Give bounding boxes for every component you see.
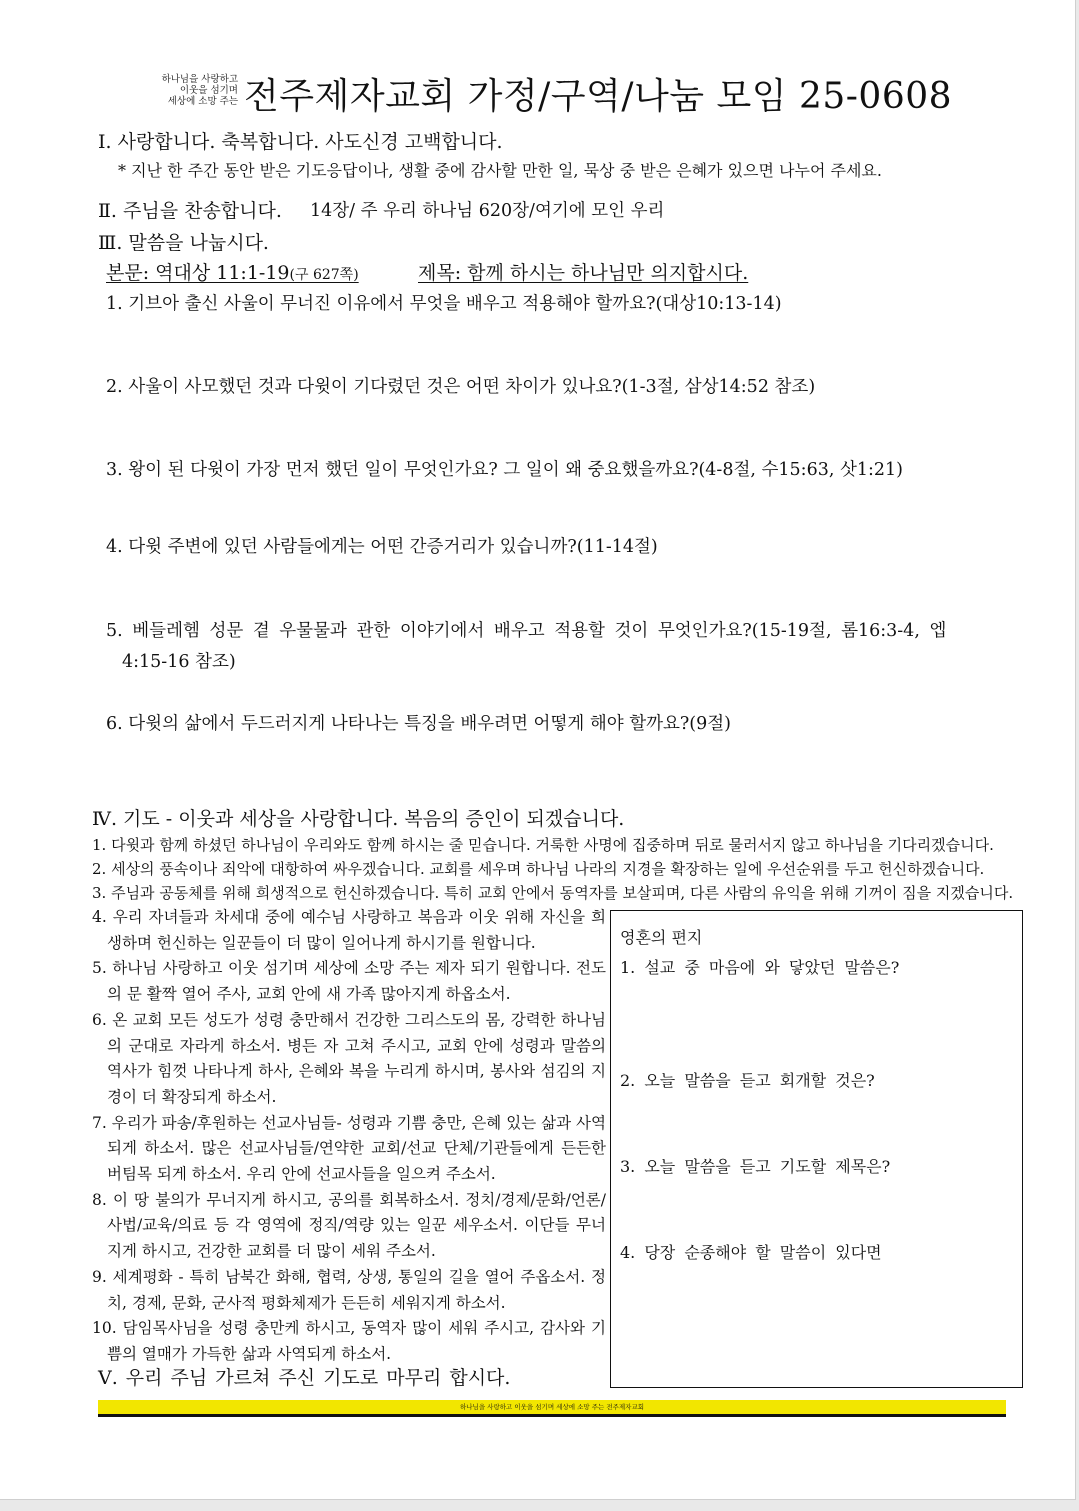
soul-letter-item-1: 1. 설교 중 마음에 와 닿았던 말씀은?: [620, 958, 900, 977]
soul-letter-box: [610, 910, 1023, 1388]
section-5-heading: Ⅴ. 우리 주님 가르쳐 주신 기도로 마무리 합시다.: [98, 1367, 511, 1389]
soul-letter-item-3: 3. 오늘 말씀을 듣고 기도할 제목은?: [620, 1157, 891, 1176]
question-6: 6. 다윗의 삶에서 두드러지게 나타나는 특징을 배우려면 어떻게 해야 할까요?(9절): [106, 714, 731, 734]
question-1: 1. 기브아 출신 사울이 무너진 이유에서 무엇을 배우고 적용해야 할까요?(대상10:13-14): [106, 294, 782, 314]
motto-line: 하나님을 사랑하고: [161, 74, 238, 85]
soul-letter-item-4: 4. 당장 순종해야 할 말씀이 있다면: [620, 1243, 882, 1262]
section-1-heading: Ⅰ. 사랑합니다. 축복합니다. 사도신경 고백합니다.: [98, 131, 503, 153]
question-5-continued: 4:15-16 참조): [122, 652, 236, 672]
question-3: 3. 왕이 된 다윗이 가장 먼저 했던 일이 무엇인가요? 그 일이 왜 중요했을까요?(4-8절, 수15:63, 삿1:21): [106, 460, 903, 480]
section-4-heading: Ⅳ. 기도 - 이웃과 세상을 사랑합니다. 복음의 증인이 되겠습니다.: [92, 808, 625, 830]
question-2: 2. 사울이 사모했던 것과 다윗이 기다렸던 것은 어떤 차이가 있나요?(1-3절, 삼상14:52 참조): [106, 377, 816, 397]
page-title: 전주제자교회 가정/구역/나눔 모임 25-0608: [244, 76, 953, 117]
prayer-item-5: 5. 하나님 사랑하고 이웃 섬기며 세상에 소망 주는 제자 되기 원합니다. 전도의 문 활짝 열어 주사, 교회 안에 새 가족 많아지게 하옵소서.: [92, 959, 606, 1004]
prayer-item-7: 7. 우리가 파송/후원하는 선교사님들- 성령과 기쁨 충만, 은혜 있는 삶과 사역 되게 하소서. 많은 선교사님들/연약한 교회/선교 단체/기관들에게 든든한 버팀목 되게 하소서. 우리 안에 선교사들을 일으켜 주소서.: [92, 1113, 606, 1184]
scripture-page: (구 627쪽): [289, 267, 359, 283]
section-3-heading: Ⅲ. 말씀을 나눕시다.: [98, 232, 269, 254]
prayer-item-4: 4. 우리 자녀들과 차세대 중에 예수님 사랑하고 복음과 이웃 위해 자신을 희생하며 헌신하는 일꾼들이 더 많이 일어나게 하시기를 원합니다.: [92, 908, 606, 952]
scripture-reference: [106, 258, 359, 285]
soul-letter-item-2: 2. 오늘 말씀을 듣고 회개할 것은?: [620, 1071, 875, 1090]
footer-bar: [98, 1400, 1006, 1417]
motto-line: 이웃을 섬기며: [179, 85, 238, 96]
section-1-note: * 지난 한 주간 동안 받은 기도응답이나, 생활 중에 감사할 만한 일, 묵상 중 받은 은혜가 있으면 나누어 주세요.: [118, 161, 882, 180]
prayer-item-9: 9. 세계평화 - 특히 남북간 화해, 협력, 상생, 통일의 길을 열어 주옵소서. 정치, 경제, 문화, 군사적 평화체제가 든든히 세워지게 하소서.: [92, 1267, 606, 1312]
prayer-list-column: [92, 905, 606, 1368]
motto-line: 세상에 소망 주는: [167, 96, 238, 107]
prayer-item-6: 6. 온 교회 모든 성도가 성령 충만해서 건강한 그리스도의 몸, 강력한 하나님의 군대로 자라게 하소서. 병든 자 고쳐 주시고, 교회 안에 성령과 말씀의 역사가 힘껏 나타나게 하사, 은혜와 복을 누리게 하시며, 봉사와 섬김의 지경이 더 확장되게 하소서.: [92, 1010, 606, 1106]
prayer-item-8: 8. 이 땅 불의가 무너지게 하시고, 공의를 회복하소서. 정치/경제/문화/언론/사법/교육/의료 등 각 영역에 정직/역량 있는 일꾼 세우소서. 이단들 무너지게 하시고, 건강한 교회를 더 많이 세워 주소서.: [92, 1190, 606, 1261]
prayer-item-10: 10. 담임목사님을 성령 충만케 하시고, 동역자 많이 세워 주시고, 감사와 기쁨의 열매가 가득한 삶과 사역되게 하소서.: [92, 1319, 606, 1363]
prayer-item-2: 2. 세상의 풍속이나 죄악에 대항하여 싸우겠습니다. 교회를 세우며 하나님 나라의 지경을 확장하는 일에 우선순위를 두고 헌신하겠습니다.: [92, 860, 985, 878]
section-2-heading: Ⅱ. 주님을 찬송합니다.: [98, 200, 282, 222]
prayer-item-3: 3. 주님과 공동체를 위해 희생적으로 헌신하겠습니다. 특히 교회 안에서 동역자를 보살피며, 다른 사람의 유익을 위해 기꺼이 짐을 지겠습니다.: [92, 884, 1014, 902]
church-motto: [130, 74, 238, 107]
question-5: 5. 베들레헴 성문 곁 우물물과 관한 이야기에서 배우고 적용할 것이 무엇인가요?(15-19절, 롬16:3-4, 엡: [106, 621, 947, 641]
hymn-list: 14장/ 주 우리 하나님 620장/여기에 모인 우리: [310, 201, 665, 221]
question-4: 4. 다윗 주변에 있던 사람들에게는 어떤 간증거리가 있습니까?(11-14절): [106, 537, 658, 557]
prayer-item-1: 1. 다윗과 함께 하셨던 하나님이 우리와도 함께 하시는 줄 믿습니다. 거룩한 사명에 집중하며 뒤로 물러서지 않고 하나님을 기다리겠습니다.: [92, 836, 994, 854]
soul-letter-title: 영혼의 편지: [620, 928, 703, 947]
scripture-text: 본문: 역대상 11:1-19: [106, 262, 290, 284]
footer-text: 하나님을 사랑하고 이웃을 섬기며 세상에 소망 주는 전주제자교회: [460, 1403, 644, 1411]
sermon-title: 제목: 함께 하시는 하나님만 의지합시다.: [418, 262, 749, 284]
